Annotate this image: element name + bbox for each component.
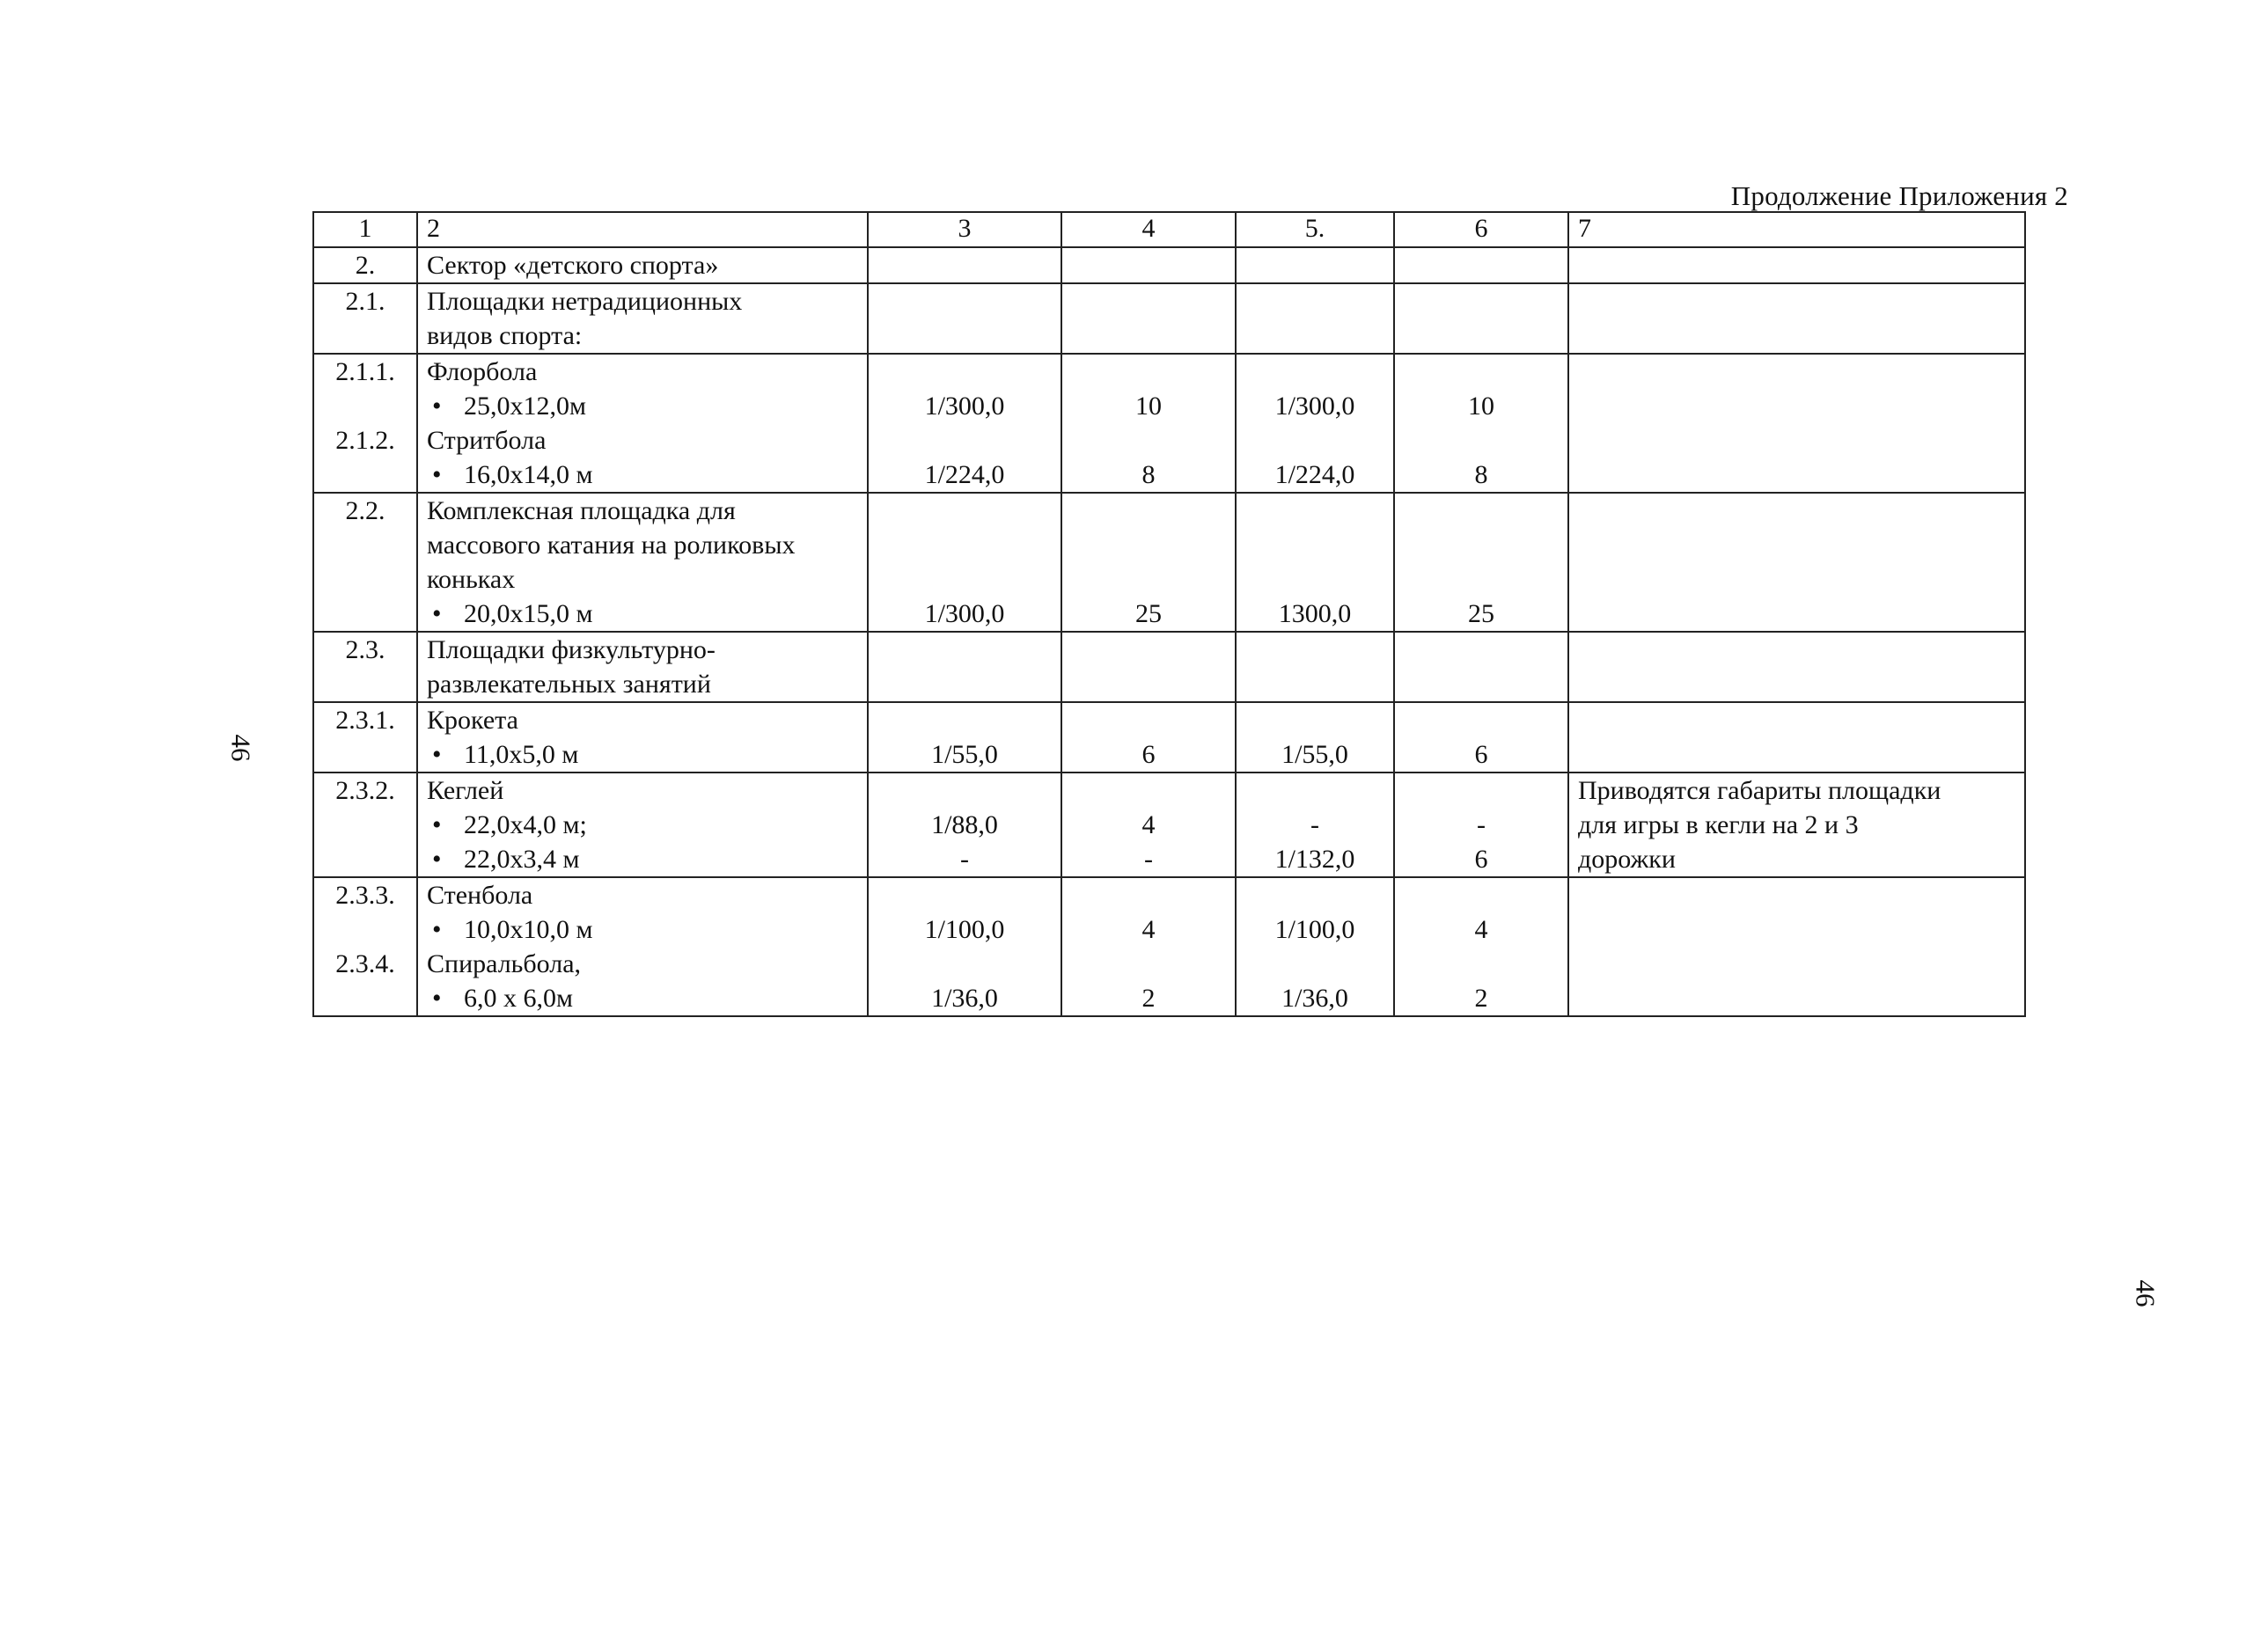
value-cell: 4 — [1061, 808, 1236, 842]
value-cell — [868, 423, 1061, 458]
value-cell: 10 — [1061, 389, 1236, 423]
table-row — [313, 667, 2025, 702]
item-name-cell: развлекательных занятий — [417, 667, 868, 702]
item-number-cell — [313, 667, 417, 702]
item-name-cell — [417, 842, 868, 877]
table-row — [313, 389, 2025, 423]
value-cell: - — [1061, 842, 1236, 877]
value-cell — [1236, 493, 1394, 528]
value-cell: 2 — [1394, 981, 1568, 1016]
table-row — [313, 912, 2025, 947]
item-name-cell — [417, 981, 868, 1016]
value-cell — [1394, 354, 1568, 389]
value-cell — [1061, 354, 1236, 389]
value-cell: 8 — [1061, 458, 1236, 493]
header-cell: 1 — [313, 212, 417, 247]
item-number-cell: 2.1. — [313, 283, 417, 319]
note-cell — [1568, 597, 2025, 632]
value-cell — [868, 247, 1061, 283]
note-cell — [1568, 737, 2025, 773]
note-cell — [1568, 981, 2025, 1016]
value-cell — [1236, 423, 1394, 458]
item-number-cell — [313, 981, 417, 1016]
value-cell — [868, 319, 1061, 354]
table-row — [313, 458, 2025, 493]
page-number-right: 46 — [2130, 1279, 2162, 1307]
dimension-text: • 22,0x4,0 м; — [427, 810, 587, 839]
value-cell — [1061, 667, 1236, 702]
value-cell: - — [868, 842, 1061, 877]
item-number-cell — [313, 808, 417, 842]
item-name-cell: Комплексная площадка для — [417, 493, 868, 528]
note-cell: для игры в кегли на 2 и 3 — [1568, 808, 2025, 842]
item-number-cell: 2.3.1. — [313, 702, 417, 737]
note-cell — [1568, 423, 2025, 458]
value-cell — [1061, 773, 1236, 808]
value-cell — [1394, 773, 1568, 808]
item-number-cell — [313, 562, 417, 597]
value-cell: 6 — [1394, 737, 1568, 773]
item-name-cell: Площадки нетрадиционных — [417, 283, 868, 319]
value-cell: 10 — [1394, 389, 1568, 423]
note-cell — [1568, 458, 2025, 493]
note-cell — [1568, 632, 2025, 667]
value-cell — [1236, 947, 1394, 981]
item-number-cell — [313, 737, 417, 773]
item-number-cell — [313, 597, 417, 632]
value-cell: 4 — [1394, 912, 1568, 947]
item-name-cell: Стенбола — [417, 877, 868, 912]
value-cell — [1394, 947, 1568, 981]
dimension-text: • 22,0x3,4 м — [427, 845, 579, 874]
item-number-cell: 2.1.1. — [313, 354, 417, 389]
value-cell — [1394, 423, 1568, 458]
item-number-cell: 2.2. — [313, 493, 417, 528]
value-cell — [1394, 702, 1568, 737]
value-cell — [1394, 632, 1568, 667]
value-cell — [1061, 877, 1236, 912]
table-row — [313, 773, 2025, 808]
dimension-text: • 6,0 x 6,0м — [427, 984, 573, 1013]
value-cell — [1236, 247, 1394, 283]
value-cell — [1236, 562, 1394, 597]
item-name-cell — [417, 912, 868, 947]
item-number-cell: 2.3.2. — [313, 773, 417, 808]
value-cell: 1/100,0 — [868, 912, 1061, 947]
item-name-cell: коньках — [417, 562, 868, 597]
item-number-cell — [313, 842, 417, 877]
dimension-text: • 25,0x12,0м — [427, 392, 586, 421]
value-cell — [868, 283, 1061, 319]
table-row — [313, 597, 2025, 632]
item-number-cell — [313, 389, 417, 423]
note-cell — [1568, 493, 2025, 528]
value-cell: 1/100,0 — [1236, 912, 1394, 947]
value-cell — [868, 877, 1061, 912]
note-cell — [1568, 389, 2025, 423]
item-name-cell: Кеглей — [417, 773, 868, 808]
value-cell — [1061, 319, 1236, 354]
note-cell — [1568, 877, 2025, 912]
value-cell — [1236, 319, 1394, 354]
table-row — [313, 528, 2025, 562]
value-cell: - — [1394, 808, 1568, 842]
item-number-cell: 2.1.2. — [313, 423, 417, 458]
table-row — [313, 423, 2025, 458]
note-cell: дорожки — [1568, 842, 2025, 877]
item-name-cell — [417, 808, 868, 842]
value-cell — [1236, 667, 1394, 702]
table-row — [313, 283, 2025, 319]
value-cell: 1/55,0 — [1236, 737, 1394, 773]
note-cell — [1568, 354, 2025, 389]
value-cell — [1236, 702, 1394, 737]
value-cell: 25 — [1061, 597, 1236, 632]
value-cell — [1394, 562, 1568, 597]
value-cell — [1061, 283, 1236, 319]
value-cell — [1394, 283, 1568, 319]
header-cell: 5. — [1236, 212, 1394, 247]
table-row — [313, 737, 2025, 773]
item-number-cell: 2.3. — [313, 632, 417, 667]
table-row — [313, 632, 2025, 667]
note-cell — [1568, 947, 2025, 981]
value-cell — [1061, 423, 1236, 458]
table-row — [313, 562, 2025, 597]
value-cell — [1394, 528, 1568, 562]
value-cell — [868, 667, 1061, 702]
value-cell — [868, 354, 1061, 389]
item-name-cell: Флорбола — [417, 354, 868, 389]
note-cell — [1568, 283, 2025, 319]
table-row — [313, 493, 2025, 528]
value-cell — [1061, 947, 1236, 981]
item-number-cell — [313, 319, 417, 354]
value-cell — [1394, 493, 1568, 528]
value-cell — [1061, 247, 1236, 283]
item-name-cell: массового катания на роликовых — [417, 528, 868, 562]
value-cell — [1236, 632, 1394, 667]
value-cell — [868, 562, 1061, 597]
table-row — [313, 354, 2025, 389]
note-cell — [1568, 247, 2025, 283]
value-cell: 1/36,0 — [868, 981, 1061, 1016]
item-name-cell — [417, 597, 868, 632]
facilities-table — [312, 211, 2026, 1017]
note-cell — [1568, 667, 2025, 702]
header-cell: 3 — [868, 212, 1061, 247]
item-number-cell — [313, 458, 417, 493]
dimension-text: • 20,0x15,0 м — [427, 599, 592, 628]
value-cell — [1061, 632, 1236, 667]
value-cell — [1236, 283, 1394, 319]
header-cell: 4 — [1061, 212, 1236, 247]
page-number-left: 46 — [225, 734, 257, 762]
item-name-cell — [417, 737, 868, 773]
value-cell — [1394, 877, 1568, 912]
value-cell — [1236, 528, 1394, 562]
item-name-cell: Спиральбола, — [417, 947, 868, 981]
item-number-cell: 2.3.3. — [313, 877, 417, 912]
table-row — [313, 842, 2025, 877]
item-name-cell: видов спорта: — [417, 319, 868, 354]
item-number-cell: 2.3.4. — [313, 947, 417, 981]
dimension-text: • 10,0x10,0 м — [427, 915, 592, 944]
value-cell: 1/300,0 — [868, 597, 1061, 632]
note-cell — [1568, 912, 2025, 947]
note-cell — [1568, 319, 2025, 354]
value-cell — [868, 528, 1061, 562]
item-number-cell — [313, 912, 417, 947]
value-cell — [1394, 667, 1568, 702]
note-cell — [1568, 562, 2025, 597]
value-cell — [868, 947, 1061, 981]
value-cell — [868, 702, 1061, 737]
table-row — [313, 947, 2025, 981]
value-cell — [1061, 562, 1236, 597]
value-cell: 1/88,0 — [868, 808, 1061, 842]
value-cell: - — [1236, 808, 1394, 842]
header-cell: 2 — [417, 212, 868, 247]
item-name-cell: Сектор «детского спорта» — [417, 247, 868, 283]
item-number-cell: 2. — [313, 247, 417, 283]
value-cell: 4 — [1061, 912, 1236, 947]
value-cell — [1236, 354, 1394, 389]
item-name-cell — [417, 458, 868, 493]
value-cell: 1/224,0 — [868, 458, 1061, 493]
dimension-text: • 16,0x14,0 м — [427, 460, 592, 489]
value-cell — [1394, 319, 1568, 354]
value-cell: 1/36,0 — [1236, 981, 1394, 1016]
item-name-cell: Площадки физкультурно- — [417, 632, 868, 667]
appendix-caption: Продолжение Приложения 2 — [1730, 180, 2068, 211]
value-cell: 1300,0 — [1236, 597, 1394, 632]
value-cell — [1061, 493, 1236, 528]
header-row — [313, 212, 2025, 247]
value-cell: 1/300,0 — [868, 389, 1061, 423]
table-row — [313, 319, 2025, 354]
table-row — [313, 702, 2025, 737]
value-cell: 8 — [1394, 458, 1568, 493]
value-cell — [1061, 528, 1236, 562]
value-cell: 25 — [1394, 597, 1568, 632]
value-cell — [868, 493, 1061, 528]
header-cell: 6 — [1394, 212, 1568, 247]
value-cell: 1/132,0 — [1236, 842, 1394, 877]
dimension-text: • 11,0x5,0 м — [427, 740, 578, 769]
note-cell — [1568, 702, 2025, 737]
value-cell — [1236, 773, 1394, 808]
note-cell — [1568, 528, 2025, 562]
item-name-cell: Крокета — [417, 702, 868, 737]
value-cell: 6 — [1394, 842, 1568, 877]
value-cell — [1236, 877, 1394, 912]
header-cell: 7 — [1568, 212, 2025, 247]
value-cell: 1/224,0 — [1236, 458, 1394, 493]
value-cell — [868, 632, 1061, 667]
value-cell — [868, 773, 1061, 808]
value-cell — [1061, 702, 1236, 737]
value-cell: 1/300,0 — [1236, 389, 1394, 423]
table-row — [313, 877, 2025, 912]
table-row — [313, 247, 2025, 283]
item-name-cell: Стритбола — [417, 423, 868, 458]
value-cell: 2 — [1061, 981, 1236, 1016]
table-row — [313, 808, 2025, 842]
table-row — [313, 981, 2025, 1016]
value-cell: 6 — [1061, 737, 1236, 773]
note-cell: Приводятся габариты площадки — [1568, 773, 2025, 808]
value-cell: 1/55,0 — [868, 737, 1061, 773]
item-number-cell — [313, 528, 417, 562]
value-cell — [1394, 247, 1568, 283]
item-name-cell — [417, 389, 868, 423]
